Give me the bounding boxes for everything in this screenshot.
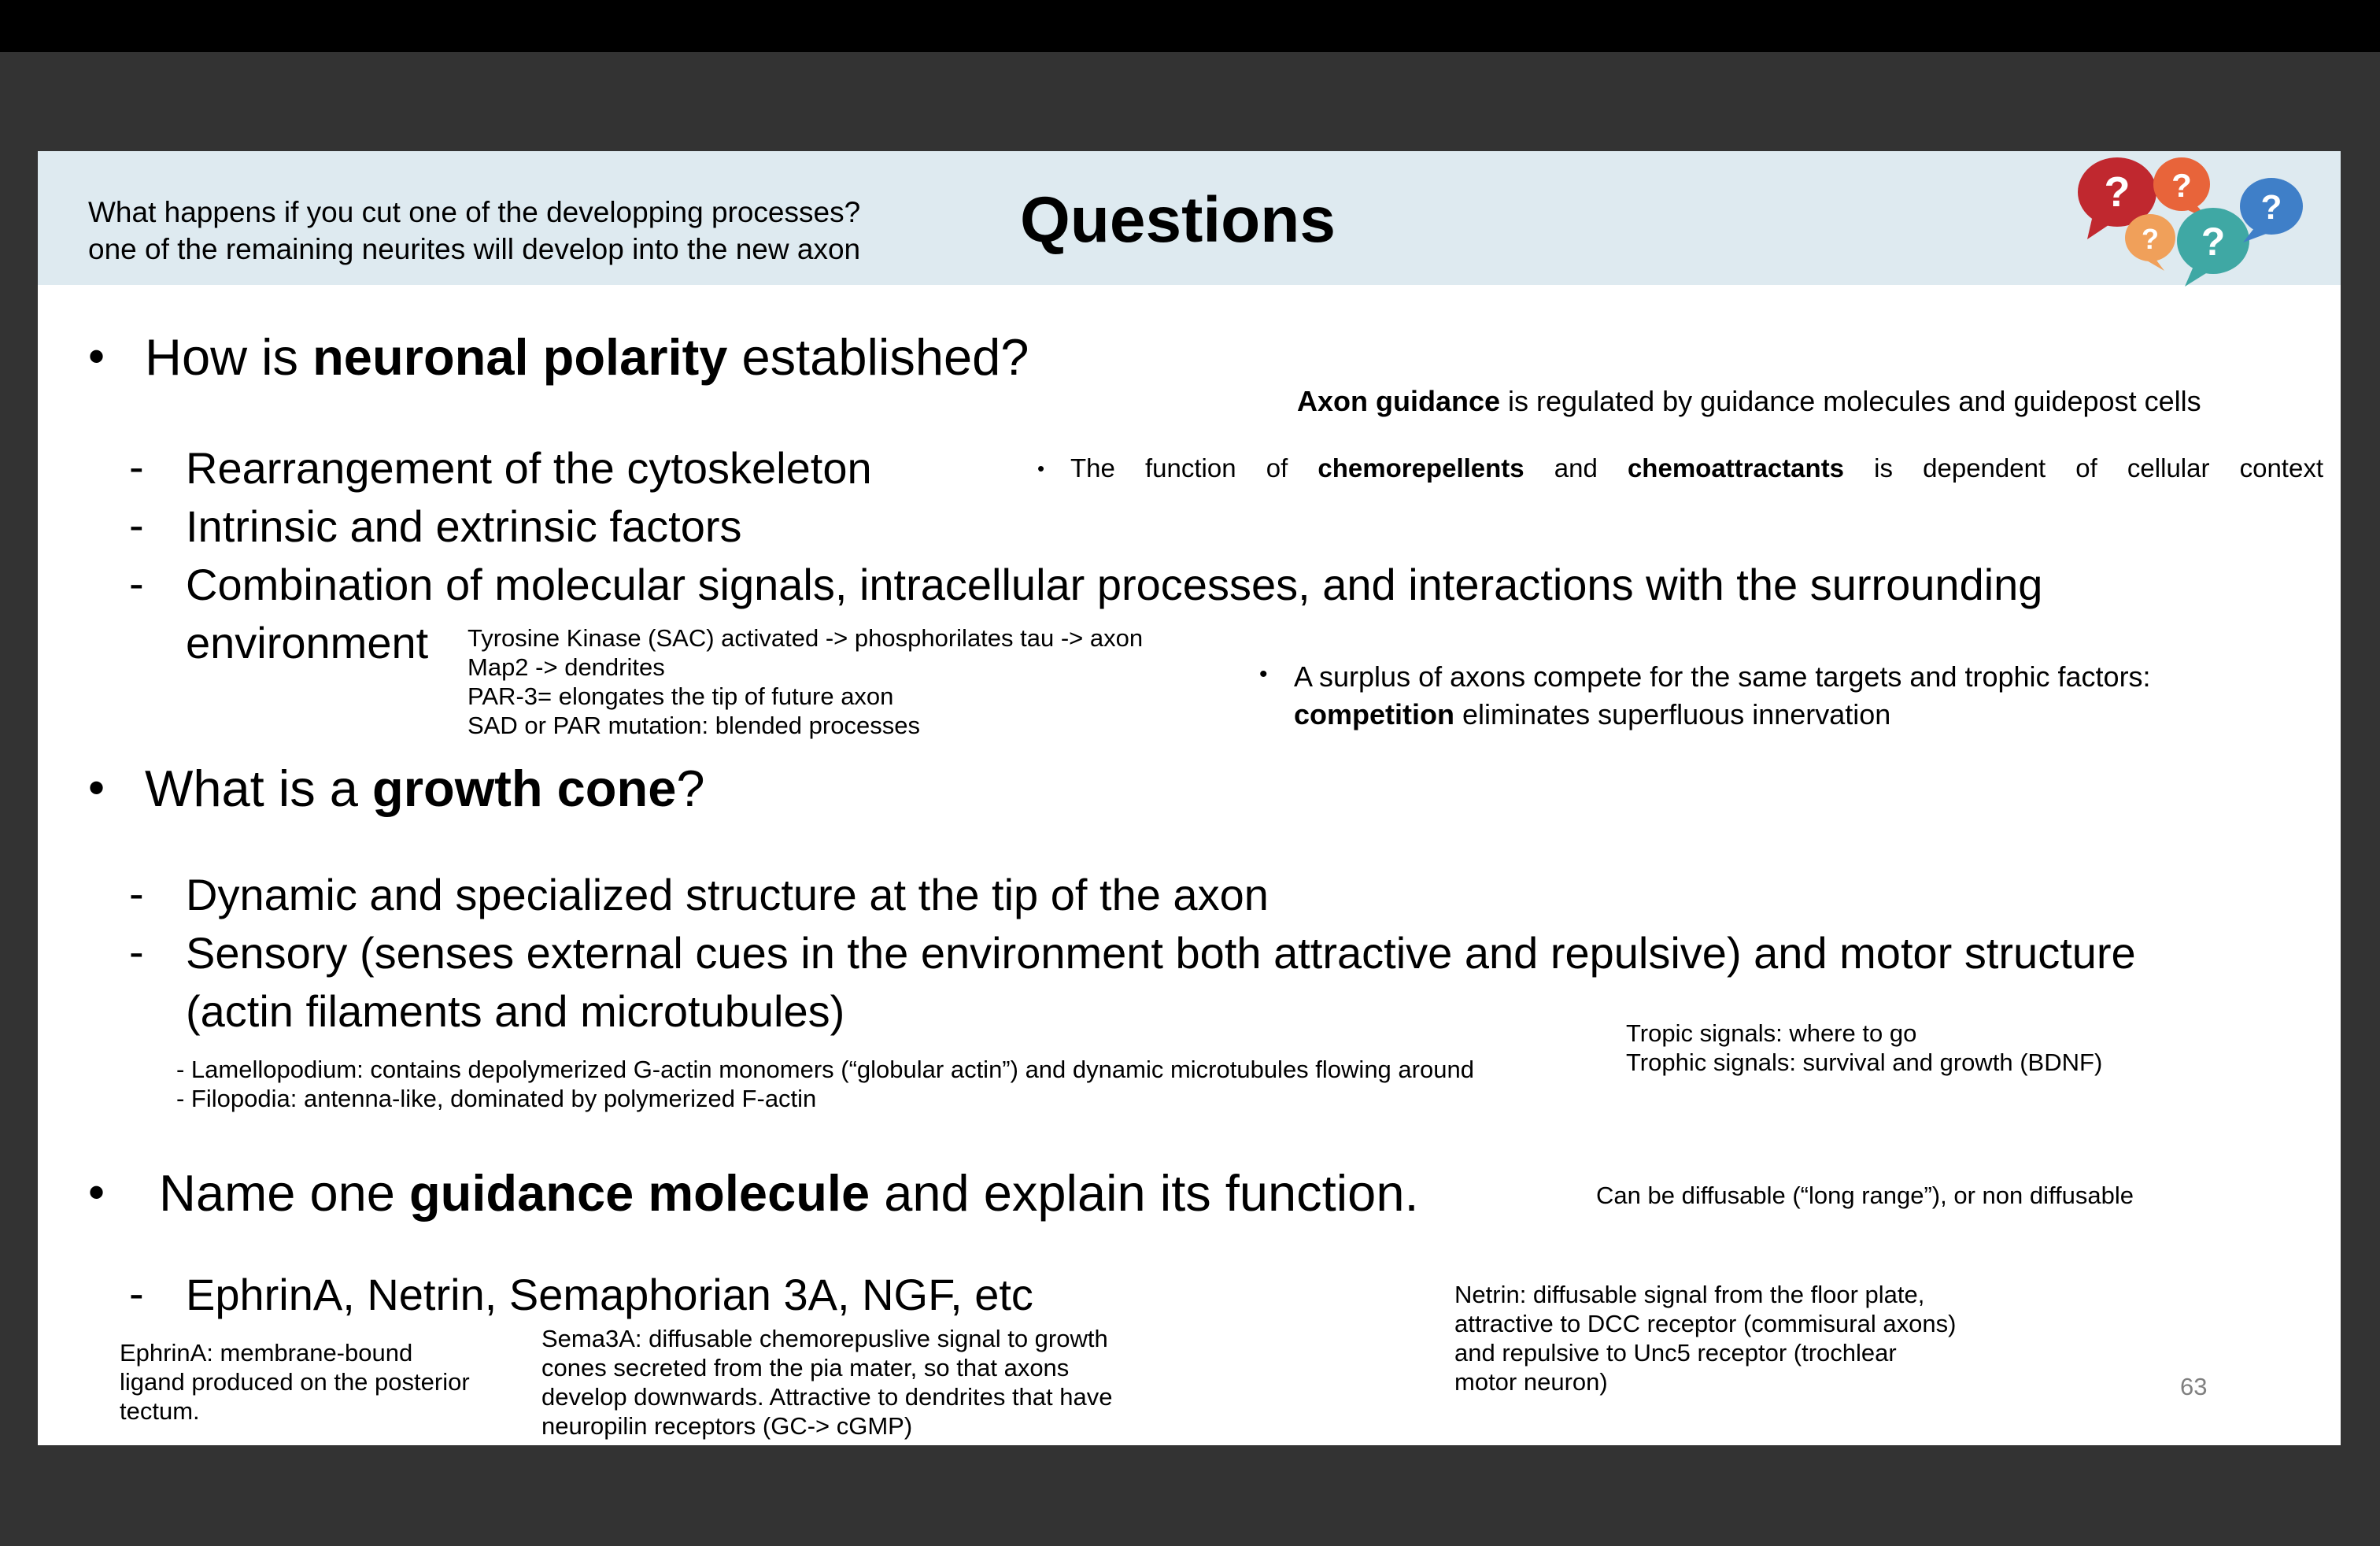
netrin-note	[1454, 1280, 1956, 1396]
header-note	[88, 194, 860, 268]
q3-post: and explain its function.	[870, 1164, 1419, 1222]
q2-item-1: Dynamic and specialized structure at the tip of the axon	[186, 870, 1269, 919]
header-note-line2: one of the remaining neurites will develop into the new axon	[88, 233, 861, 265]
bullet-dot-icon: •	[88, 761, 105, 814]
q1-notes	[468, 623, 1143, 740]
dash-marker: -	[129, 1268, 144, 1318]
word: chemoattractants	[1627, 453, 1845, 483]
question-3	[159, 1162, 1419, 1225]
sema-line: develop downwards. Attractive to dendrites that have	[541, 1383, 1113, 1411]
dash-marker: -	[129, 500, 144, 549]
q1-item-3: Combination of molecular signals, intracellular processes, and interactions with the surrounding	[186, 560, 2043, 609]
q2-post: ?	[676, 760, 705, 817]
word: and	[1554, 453, 1598, 483]
slide	[38, 151, 2341, 1445]
ephrin-note	[120, 1338, 470, 1426]
word: chemorepellents	[1318, 453, 1524, 483]
sema-line: cones secreted from the pia mater, so that axons	[541, 1354, 1070, 1381]
bubble-light-orange-icon	[2125, 214, 2175, 271]
q2-note: - Lamellopodium: contains depolymerized G-actin monomers (“globular actin”) and dynamic microtubules flowing around	[176, 1056, 1474, 1083]
bullet-dot-icon: •	[88, 330, 105, 383]
q1-item-2: Intrinsic and extrinsic factors	[186, 501, 742, 551]
dash-marker: -	[129, 868, 144, 918]
netrin-line: motor neuron)	[1454, 1368, 1608, 1396]
q3-item: EphrinA, Netrin, Semaphorian 3A, NGF, etc	[186, 1270, 1033, 1319]
netrin-line: and repulsive to Unc5 receptor (trochlear	[1454, 1339, 1897, 1367]
ephrin-line: EphrinA: membrane-bound	[120, 1339, 413, 1367]
bullet-dot-icon: •	[1259, 661, 1268, 687]
q1-note: SAD or PAR mutation: blended processes	[468, 712, 920, 739]
q3-bold: guidance molecule	[408, 1164, 870, 1222]
question-1	[145, 326, 1029, 389]
word: of	[1266, 453, 1288, 483]
q2-bold: growth cone	[371, 760, 677, 817]
bullet-dot-icon: •	[88, 1166, 105, 1219]
bubble-blue-icon	[2240, 178, 2303, 242]
axon-guidance-rest: is regulated by guidance molecules and guidepost cells	[1500, 385, 2201, 417]
netrin-line: attractive to DCC receptor (commisural axons)	[1454, 1310, 1957, 1337]
axon-guidance-heading	[1297, 383, 2201, 420]
q1-bold: neuronal polarity	[312, 328, 728, 386]
signals-line: Tropic signals: where to go	[1626, 1019, 1917, 1047]
dash-marker: -	[129, 926, 144, 976]
q1-item-3-cont: environment	[186, 618, 429, 668]
q1-item-1: Rearrangement of the cytoskeleton	[186, 443, 872, 493]
signals-note	[1626, 1019, 2102, 1077]
dash-marker: -	[129, 442, 144, 491]
slide-title: Questions	[1020, 184, 1336, 256]
axon-guidance-bullet-2	[1294, 658, 2151, 734]
bullet2-bold: competition	[1294, 698, 1454, 730]
ephrin-line: ligand produced on the posterior	[120, 1368, 470, 1396]
axon-guidance-bullet-1	[1070, 453, 2323, 483]
sema-line: Sema3A: diffusable chemorepuslive signal to growth	[541, 1325, 1108, 1352]
signals-line: Trophic signals: survival and growth (BDNF)	[1626, 1049, 2103, 1076]
q2-note: - Filopodia: antenna-like, dominated by polymerized F-actin	[176, 1085, 817, 1112]
bubble-teal-icon	[2177, 208, 2249, 287]
bullet2-line1: A surplus of axons compete for the same targets and trophic factors:	[1294, 660, 2151, 693]
q2-notes	[176, 1055, 1474, 1113]
word: is	[1874, 453, 1894, 483]
q1-note: PAR-3= elongates the tip of future axon	[468, 682, 894, 710]
q2-item-2: Sensory (senses external cues in the environment both attractive and repulsive) and motor structure	[186, 928, 2136, 978]
q3-pre: Name one	[159, 1164, 409, 1222]
question-2	[145, 757, 705, 820]
q3-side-note: Can be diffusable (“long range”), or non diffusable	[1596, 1182, 2134, 1209]
word: context	[2239, 453, 2323, 483]
q2-item-2-cont: (actin filaments and microtubules)	[186, 986, 845, 1036]
netrin-line: Netrin: diffusable signal from the floor plate,	[1454, 1281, 1925, 1308]
q1-note: Map2 -> dendrites	[468, 653, 665, 681]
ephrin-line: tectum.	[120, 1397, 200, 1425]
word: of	[2075, 453, 2097, 483]
question-bubbles-icon	[2076, 154, 2312, 290]
q1-pre: How is	[145, 328, 313, 386]
axon-guidance-bold: Axon guidance	[1297, 385, 1501, 417]
word: cellular	[2127, 453, 2210, 483]
dash-marker: -	[129, 558, 144, 608]
bullet-dot-icon: •	[1037, 457, 1045, 480]
sema-line: neuropilin receptors (GC-> cGMP)	[541, 1412, 913, 1440]
header-note-line1: What happens if you cut one of the developping processes?	[88, 196, 861, 228]
window-top-bar	[0, 0, 2380, 52]
svg-text:?: ?	[2142, 223, 2159, 255]
bullet2-rest: eliminates superfluous innervation	[1454, 698, 1891, 730]
svg-text:?: ?	[2171, 167, 2192, 204]
svg-text:?: ?	[2201, 220, 2226, 264]
word: dependent	[1923, 453, 2046, 483]
svg-text:?: ?	[2104, 168, 2131, 216]
sema-note	[541, 1324, 1113, 1441]
q1-note: Tyrosine Kinase (SAC) activated -> phosphorilates tau -> axon	[468, 624, 1144, 652]
svg-text:?: ?	[2260, 188, 2282, 227]
page-number: 63	[2180, 1373, 2208, 1400]
q2-pre: What is a	[145, 760, 372, 817]
bullet2-line2	[1294, 696, 2151, 734]
word: function	[1145, 453, 1236, 483]
word: The	[1070, 453, 1115, 483]
q1-post: established?	[727, 328, 1029, 386]
